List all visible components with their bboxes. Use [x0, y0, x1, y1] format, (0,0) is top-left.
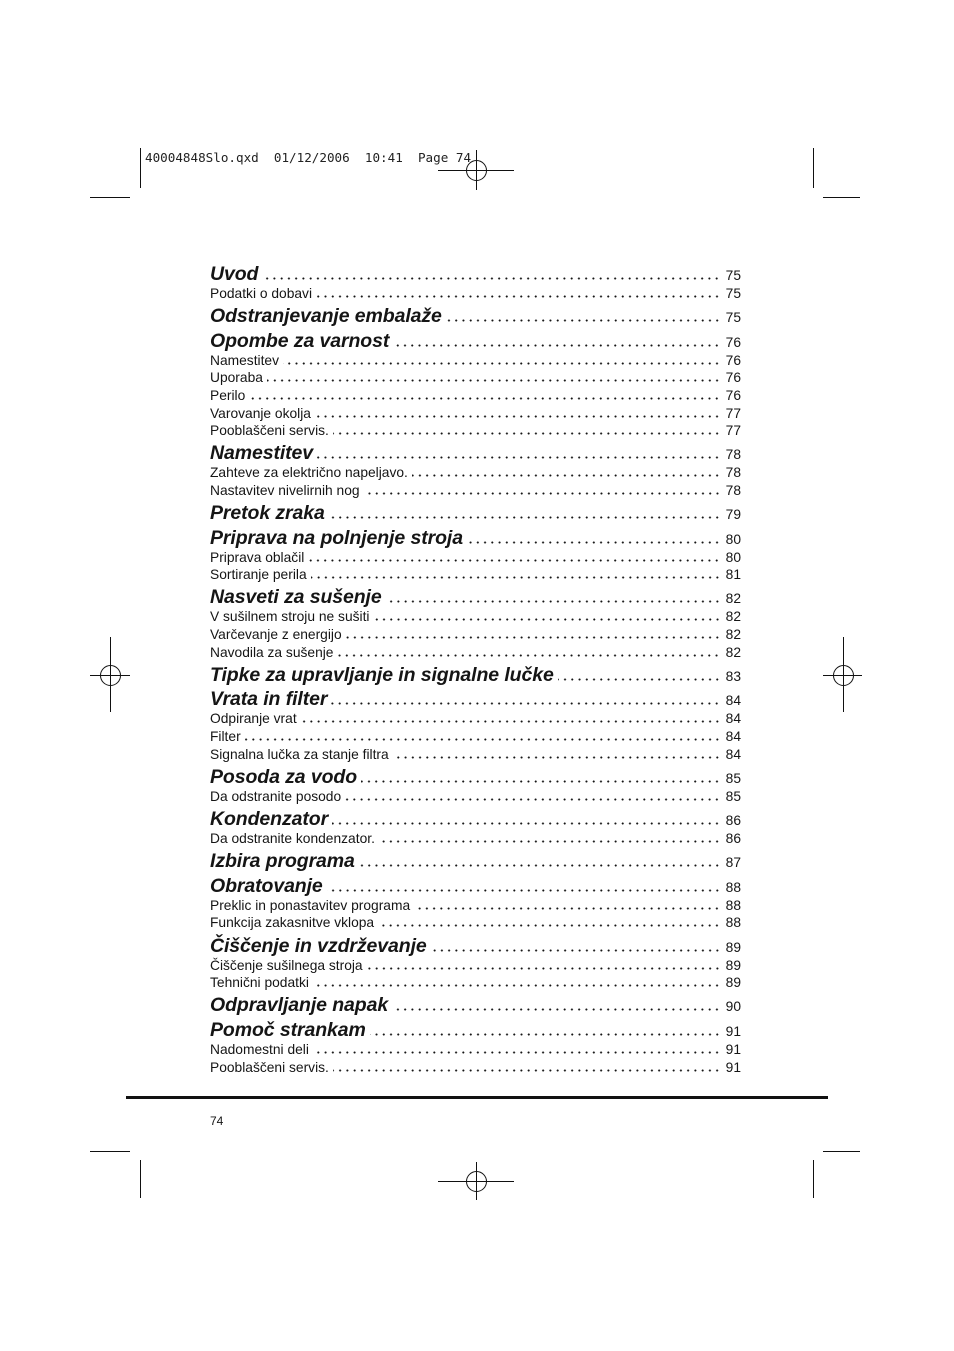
toc-entry-title: Odstranjevanje embalaže: [210, 305, 442, 328]
toc-section-entry: [210, 1019, 741, 1041]
toc-page-number: 88: [725, 897, 741, 913]
toc-entry-title: Uporaba: [210, 370, 263, 386]
toc-subsection-entry: [210, 710, 741, 728]
dot-leader: [374, 618, 721, 621]
dot-leader: [367, 967, 721, 970]
toc-entry-title: Tehnični podatki: [210, 975, 309, 991]
toc-entry-title: Funkcija zakasnitve vklopa: [210, 915, 375, 931]
toc-page-number: 84: [725, 729, 741, 745]
toc-page-number: 77: [725, 423, 741, 439]
toc-entry-title: Pomoč strankam: [210, 1018, 366, 1041]
toc-page-number: 88: [725, 879, 741, 895]
toc-subsection-entry: [210, 549, 741, 567]
toc-subsection-entry: [210, 788, 741, 806]
toc-entry-title: Namestitev: [210, 442, 314, 465]
toc-page-number: 78: [725, 482, 741, 498]
toc-entry-title: Tipke za upravljanje in signalne lučke: [210, 663, 554, 686]
toc-subsection-entry: [210, 464, 741, 482]
toc-section-entry: [210, 442, 741, 464]
toc-subsection-entry: [210, 369, 741, 387]
dot-leader: [370, 1033, 721, 1036]
dot-leader: [393, 756, 721, 759]
toc-subsection-entry: [210, 914, 741, 932]
dot-leader: [245, 738, 721, 741]
toc-entry-title: Uvod: [210, 262, 259, 285]
toc-page-number: 75: [725, 310, 741, 326]
dot-leader: [333, 1069, 721, 1072]
toc-entry-title: Da odstranite kondenzator.: [210, 831, 375, 847]
toc-entry-title: Varovanje okolja: [210, 405, 311, 421]
dot-leader: [315, 415, 721, 418]
toc-page-number: 80: [725, 531, 741, 547]
toc-page-number: 76: [725, 387, 741, 403]
toc-section-entry: [210, 263, 741, 285]
dot-leader: [386, 600, 721, 603]
toc-page-number: 83: [725, 668, 741, 684]
toc-page-number: 84: [725, 693, 741, 709]
toc-section-entry: [210, 935, 741, 957]
toc-subsection-entry: [210, 830, 741, 848]
toc-page-number: 75: [725, 285, 741, 301]
toc-page-number: 89: [725, 957, 741, 973]
toc-entry-title: Nadomestni deli: [210, 1041, 309, 1057]
toc-subsection-entry: [210, 422, 741, 440]
toc-page-number: 82: [725, 591, 741, 607]
dot-leader: [267, 379, 721, 382]
toc-page-number: 82: [725, 644, 741, 660]
toc-entry-title: Izbira programa: [210, 850, 355, 873]
toc-entry-title: Nasveti za sušenje: [210, 586, 382, 609]
toc-subsection-entry: [210, 974, 741, 992]
toc-subsection-entry: [210, 285, 741, 303]
toc-entry-title: Kondenzator: [210, 808, 329, 831]
footer-rule: [126, 1096, 828, 1099]
toc-page-number: 78: [725, 447, 741, 463]
dot-leader: [393, 344, 720, 347]
toc-page-number: 82: [725, 609, 741, 625]
toc-page-number: 76: [725, 352, 741, 368]
toc-entry-title: Pooblaščeni servis.: [210, 423, 329, 439]
toc-section-entry: [210, 808, 741, 830]
dot-leader: [331, 702, 720, 705]
dot-leader: [364, 492, 721, 495]
toc-page-number: 88: [725, 915, 741, 931]
toc-section-entry: [210, 688, 741, 710]
print-slug: 40004848Slo.qxd 01/12/2006 10:41 Page 74: [145, 150, 472, 165]
dot-leader: [412, 474, 721, 477]
toc-page-number: 85: [725, 770, 741, 786]
toc-subsection-entry: [210, 746, 741, 764]
toc-page-number: 84: [725, 711, 741, 727]
dot-leader: [446, 319, 721, 322]
toc-subsection-entry: [210, 566, 741, 584]
toc-page-number: 86: [725, 831, 741, 847]
toc-entry-title: Pooblaščeni servis.: [210, 1059, 329, 1075]
toc-section-entry: [210, 664, 741, 686]
dot-leader: [361, 780, 721, 783]
toc-page-number: 80: [725, 549, 741, 565]
dot-leader: [359, 864, 721, 867]
dot-leader: [345, 798, 720, 801]
toc-entry-title: Čiščenje in vzdrževanje: [210, 934, 427, 957]
toc-entry-title: Signalna lučka za stanje filtra: [210, 746, 389, 762]
toc-entry-title: Posoda za vodo: [210, 765, 358, 788]
toc-subsection-entry: [210, 1059, 741, 1077]
toc-section-entry: [210, 994, 741, 1016]
dot-leader: [333, 432, 721, 435]
toc-entry-title: Opombe za varnost: [210, 329, 390, 352]
toc-entry-title: Odpravljanje napak: [210, 994, 389, 1017]
toc-page-number: 81: [725, 567, 741, 583]
toc-entry-title: Varčevanje z energijo: [210, 627, 342, 643]
toc-subsection-entry: [210, 482, 741, 500]
toc-page-number: 76: [725, 370, 741, 386]
dot-leader: [467, 541, 721, 544]
toc-subsection-entry: [210, 1041, 741, 1059]
dot-leader: [392, 1008, 721, 1011]
table-of-contents: [210, 260, 741, 1076]
toc-page-number: 87: [725, 855, 741, 871]
toc-subsection-entry: [210, 352, 741, 370]
registration-mark-bottom: [438, 1162, 514, 1200]
toc-page-number: 82: [725, 627, 741, 643]
toc-entry-title: Zahteve za električno napeljavo.: [210, 465, 408, 481]
toc-entry-title: Obratovanje: [210, 874, 323, 897]
toc-subsection-entry: [210, 387, 741, 405]
toc-entry-title: Podatki o dobavi: [210, 285, 313, 301]
toc-section-entry: [210, 305, 741, 327]
toc-section-entry: [210, 502, 741, 524]
toc-page-number: 75: [725, 267, 741, 283]
dot-leader: [301, 720, 721, 723]
toc-page-number: 91: [725, 1041, 741, 1057]
dot-leader: [558, 678, 721, 681]
toc-page-number: 84: [725, 746, 741, 762]
toc-entry-title: Preklic in ponastavitev programa: [210, 897, 411, 913]
toc-section-entry: [210, 586, 741, 608]
toc-page-number: 86: [725, 813, 741, 829]
toc-page-number: 79: [725, 507, 741, 523]
dot-leader: [283, 362, 721, 365]
dot-leader: [332, 822, 721, 825]
toc-entry-title: V sušilnem stroju ne sušiti: [210, 609, 370, 625]
dot-leader: [414, 907, 720, 910]
toc-entry-title: Sortiranje perila: [210, 567, 307, 583]
toc-page-number: 91: [725, 1059, 741, 1075]
toc-entry-title: Priprava oblačil: [210, 549, 305, 565]
registration-mark-left: [90, 637, 130, 712]
toc-section-entry: [210, 850, 741, 872]
toc-entry-title: Priprava na polnjenje stroja: [210, 526, 463, 549]
toc-page-number: 90: [725, 999, 741, 1015]
toc-subsection-entry: [210, 608, 741, 626]
toc-page-number: 85: [725, 788, 741, 804]
dot-leader: [249, 397, 720, 400]
dot-leader: [346, 636, 721, 639]
toc-entry-title: Vrata in filter: [210, 688, 328, 711]
dot-leader: [313, 1051, 721, 1054]
toc-page-number: 89: [725, 975, 741, 991]
toc-subsection-entry: [210, 626, 741, 644]
toc-entry-title: Da odstranite posodo: [210, 788, 342, 804]
page-number: 74: [210, 1114, 224, 1128]
toc-page-number: 91: [725, 1023, 741, 1039]
registration-mark-right: [823, 637, 862, 712]
toc-page-number: 76: [725, 334, 741, 350]
toc-entry-title: Nastavitev nivelirnih nog: [210, 482, 360, 498]
toc-subsection-entry: [210, 897, 741, 915]
toc-entry-title: Navodila za sušenje: [210, 644, 334, 660]
toc-subsection-entry: [210, 957, 741, 975]
toc-section-entry: [210, 330, 741, 352]
toc-page-number: 77: [725, 405, 741, 421]
dot-leader: [308, 559, 720, 562]
dot-leader: [337, 654, 720, 657]
toc-entry-title: Čiščenje sušilnega stroja: [210, 957, 363, 973]
toc-section-entry: [210, 527, 741, 549]
toc-section-entry: [210, 766, 741, 788]
toc-section-entry: [210, 875, 741, 897]
toc-entry-title: Perilo: [210, 387, 246, 403]
toc-subsection-entry: [210, 728, 741, 746]
dot-leader: [311, 576, 721, 579]
dot-leader: [378, 924, 721, 927]
dot-leader: [316, 295, 721, 298]
toc-entry-title: Odpiranje vrat: [210, 711, 297, 727]
toc-entry-title: Filter: [210, 729, 241, 745]
toc-page-number: 78: [725, 465, 741, 481]
toc-subsection-entry: [210, 644, 741, 662]
toc-page-number: 89: [725, 939, 741, 955]
dot-leader: [431, 949, 721, 952]
toc-entry-title: Pretok zraka: [210, 502, 325, 525]
dot-leader: [313, 984, 721, 987]
toc-entry-title: Namestitev: [210, 352, 280, 368]
dot-leader: [317, 456, 721, 459]
dot-leader: [327, 889, 721, 892]
dot-leader: [329, 516, 721, 519]
dot-leader: [262, 277, 720, 280]
toc-subsection-entry: [210, 405, 741, 423]
dot-leader: [379, 840, 721, 843]
